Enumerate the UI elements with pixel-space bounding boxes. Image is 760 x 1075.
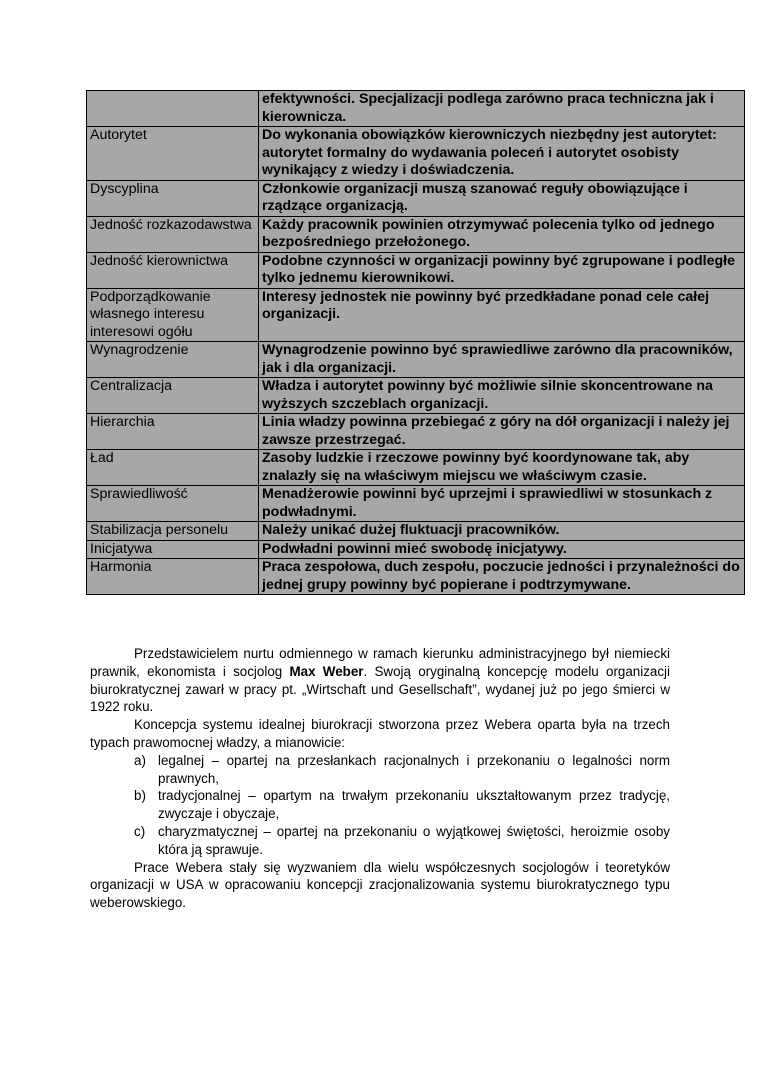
principle-name: Sprawiedliwość (87, 486, 259, 522)
list-item (90, 752, 670, 788)
principle-name: Jedność rozkazodawstwa (87, 216, 259, 252)
principle-description: efektywności. Specjalizacji podlega zarówno praca techniczna jak i kierownicza. (259, 91, 745, 127)
principle-description: Podwładni powinni mieć swobodę inicjatywy. (259, 540, 745, 559)
principle-description: Linia władzy powinna przebiegać z góry na dół organizacji i należy jej zawsze przestrzegać. (259, 414, 745, 450)
table-row (87, 559, 745, 595)
paragraph-authority-types: Koncepcja systemu idealnej biurokracji stworzona przez Webera oparta była na trzech typach prawomocnej władzy, a mianowicie: (90, 717, 670, 750)
principle-name: Centralizacja (87, 378, 259, 414)
principles-table (86, 90, 745, 595)
authority-types-list (90, 752, 670, 859)
table-row (87, 216, 745, 252)
table-row (87, 378, 745, 414)
list-item-text: legalnej – opartej na przesłankach racjonalnych i przekonaniu o legalności norm prawnych, (158, 752, 670, 786)
principle-name: Wynagrodzenie (87, 342, 259, 378)
principle-name: Hierarchia (87, 414, 259, 450)
principle-name (87, 91, 259, 127)
table-row (87, 288, 745, 342)
principle-description: Zasoby ludzkie i rzeczowe powinny być koordynowane tak, aby znalazły się na właściwym miejscu we właściwym czasie. (259, 450, 745, 486)
list-item-text: tradycjonalnej – opartym na trwałym przekonaniu ukształtowanym przez tradycję, zwyczaje i obyczaje, (158, 788, 670, 822)
principle-name: Autorytet (87, 127, 259, 181)
principle-description: Praca zespołowa, duch zespołu, poczucie jedności i przynależności do jednej grupy powinny być popierane i podtrzymywane. (259, 559, 745, 595)
principle-description: Każdy pracownik powinien otrzymywać polecenia tylko od jednego bezpośredniego przełożonego. (259, 216, 745, 252)
principle-description: Interesy jednostek nie powinny być przedkładane ponad cele całej organizacji. (259, 288, 745, 342)
table-row (87, 414, 745, 450)
principle-name: Ład (87, 450, 259, 486)
principle-description: Należy unikać dużej fluktuacji pracowników. (259, 522, 745, 541)
list-marker: b) (134, 788, 146, 804)
table-row (87, 486, 745, 522)
principle-name: Inicjatywa (87, 540, 259, 559)
list-marker: c) (134, 823, 146, 839)
list-marker: a) (134, 752, 146, 768)
principle-description: Władza i autorytet powinny być możliwie silnie skoncentrowane na wyższych szczeblach organizacji. (259, 378, 745, 414)
table-row (87, 91, 745, 127)
list-item (90, 787, 670, 823)
principle-name: Dyscyplina (87, 180, 259, 216)
principle-description: Wynagrodzenie powinno być sprawiedliwe zarówno dla pracowników, jak i dla organizacji. (259, 342, 745, 378)
table-row (87, 342, 745, 378)
principle-name: Jedność kierownictwa (87, 252, 259, 288)
table-row (87, 540, 745, 559)
table-row (87, 180, 745, 216)
table-row (87, 450, 745, 486)
paragraph-weber-legacy: Prace Webera stały się wyzwaniem dla wielu współczesnych socjologów i teoretyków organizacji w USA w opracowaniu koncepcji zracjonalizowania systemu biurokratycznego typu weberowskiego. (90, 859, 670, 911)
weber-name: Max Weber (289, 663, 364, 679)
list-item (90, 823, 670, 859)
principle-description: Menadżerowie powinni być uprzejmi i sprawiedliwi w stosunkach z podwładnymi. (259, 486, 745, 522)
principle-description: Podobne czynności w organizacji powinny być zgrupowane i podległe tylko jednemu kierownikowi. (259, 252, 745, 288)
principle-description: Do wykonania obowiązków kierowniczych niezbędny jest autorytet: autorytet formalny do wydawania poleceń i autorytet osobisty wynikający z wiedzy i doświadczenia. (259, 127, 745, 181)
table-row (87, 522, 745, 541)
paragraph-weber-intro: Przedstawicielem nurtu odmiennego w ramach kierunku administracyjnego był niemiecki prawnik, ekonomista i socjolog Max Weber. Swoją oryginalną koncepcję modelu organizacji biurokratycznej zawarł w pracy pt. „Wirtschaft und Gesellschaft”, wydanej już po jego śmierci w 1922 roku. (90, 646, 671, 715)
table-row (87, 127, 745, 181)
body-text (90, 645, 670, 912)
principle-description: Członkowie organizacji muszą szanować reguły obowiązujące i rządzące organizacją. (259, 180, 745, 216)
table-row (87, 252, 745, 288)
principle-name: Harmonia (87, 559, 259, 595)
principle-name: Podporządkowanie własnego interesu interesowi ogółu (87, 288, 259, 342)
principle-name: Stabilizacja personelu (87, 522, 259, 541)
list-item-text: charyzmatycznej – opartej na przekonaniu o wyjątkowej świętości, heroizmie osoby która ją sprawuje. (158, 823, 670, 857)
